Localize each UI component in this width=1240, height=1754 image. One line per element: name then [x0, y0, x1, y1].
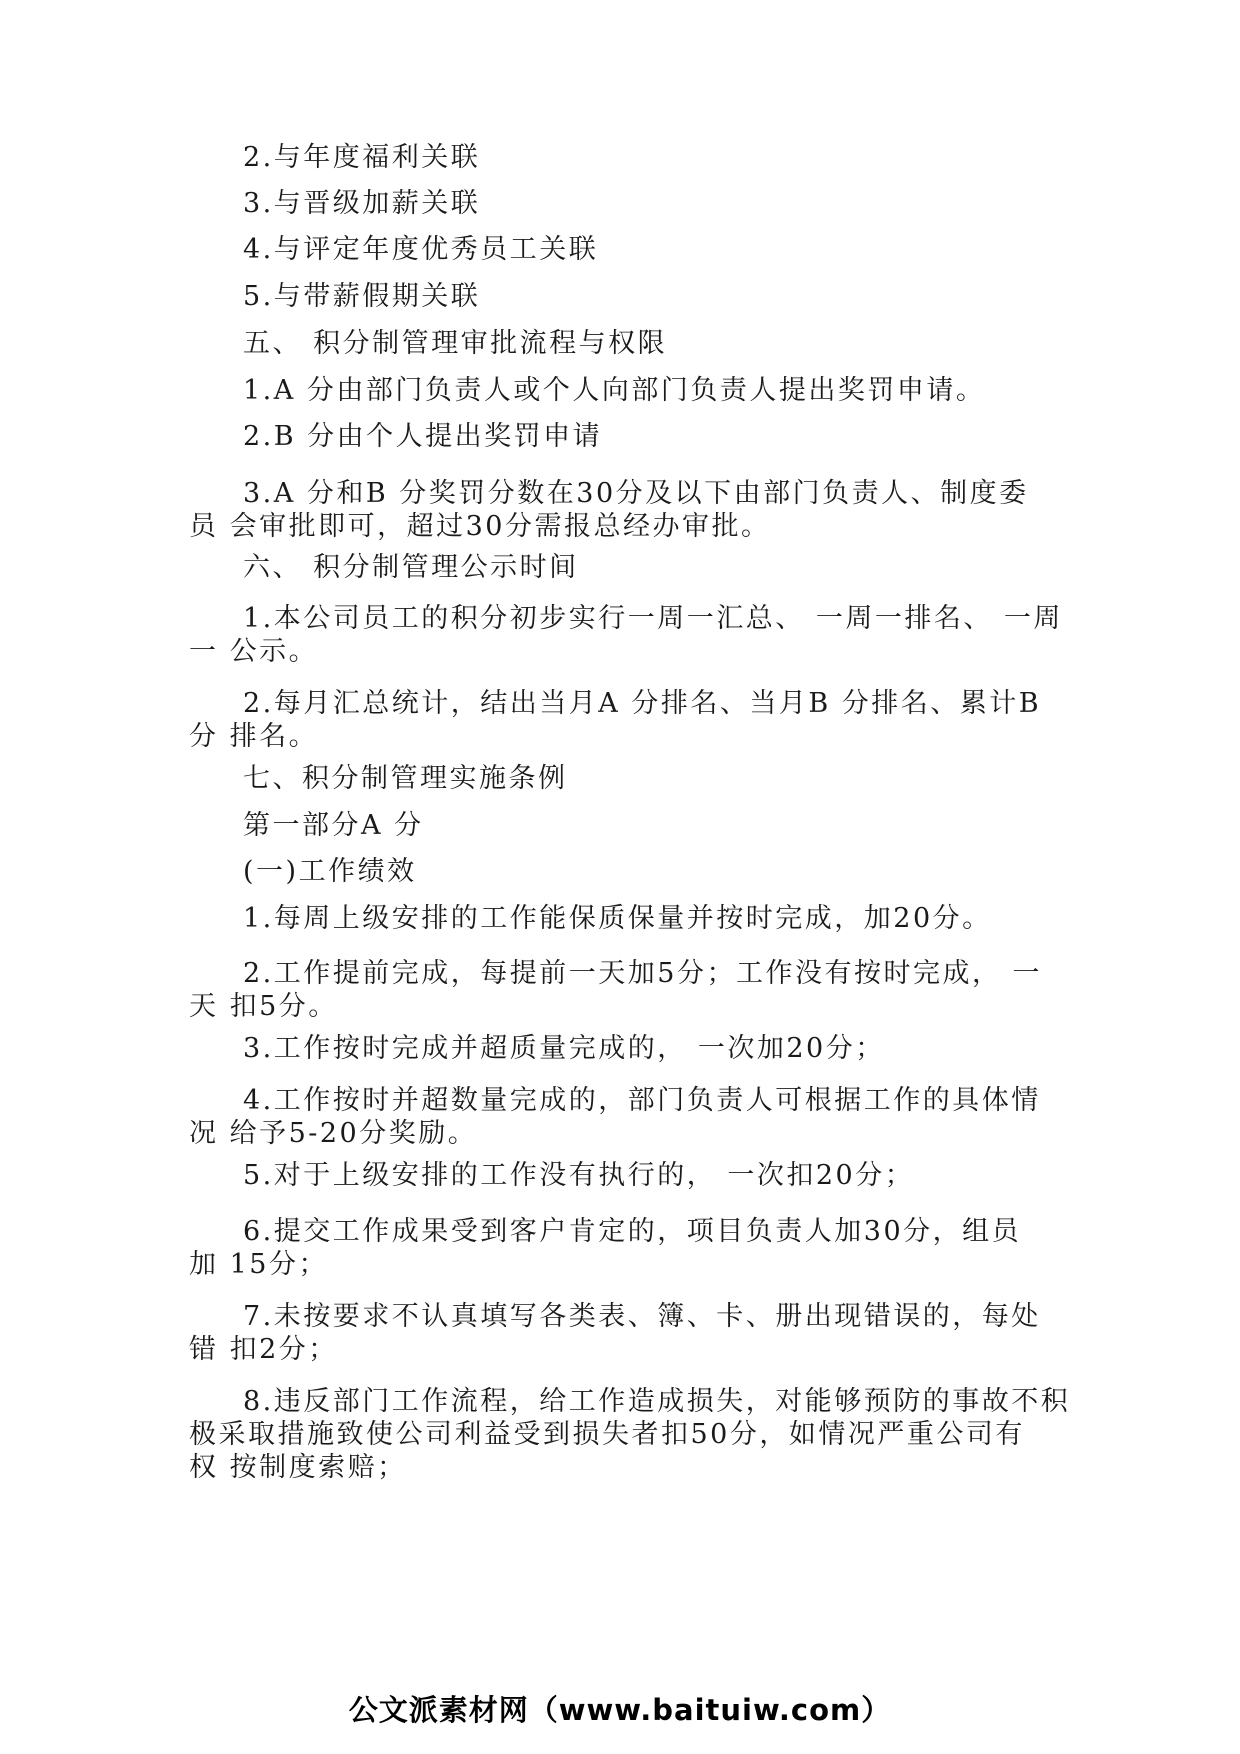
publicity-item-1-cont: 一 公示。: [189, 636, 319, 667]
rule-item-7-cont: 错 扣2分；: [189, 1334, 338, 1365]
rule-item-5: 5.对于上级安排的工作没有执行的， 一次扣20分；: [243, 1160, 915, 1191]
rule-item-3: 3.工作按时完成并超质量完成的， 一次加20分；: [243, 1033, 885, 1064]
rule-item-4: 4.工作按时并超数量完成的，部门负责人可根据工作的具体情: [243, 1085, 1041, 1116]
approval-item-1: 1.A 分由部门负责人或个人向部门负责人提出奖罚申请。: [243, 375, 986, 406]
rule-item-2: 2.工作提前完成，每提前一天加5分；工作没有按时完成， 一: [243, 958, 1043, 989]
rule-item-7: 7.未按要求不认真填写各类表、簿、卡、册出现错误的，每处: [243, 1301, 1041, 1332]
list-item-3: 3.与晋级加薪关联: [243, 188, 481, 219]
rule-item-2-cont: 天 扣5分。: [189, 991, 338, 1022]
rule-item-8: 8.违反部门工作流程，给工作造成损失，对能够预防的事故不积: [243, 1386, 1071, 1417]
list-item-4: 4.与评定年度优秀员工关联: [243, 234, 599, 265]
section-heading-5: 五、 积分制管理审批流程与权限: [243, 328, 668, 359]
approval-item-2: 2.B 分由个人提出奖罚申请: [243, 421, 603, 452]
rule-item-4-cont: 况 给予5-20分奖励。: [189, 1118, 478, 1149]
footer-watermark: 公文派素材网（www.baituiw.com）: [348, 1693, 892, 1727]
rule-item-6-cont: 加 15分；: [189, 1249, 328, 1280]
approval-item-3: 3.A 分和B 分奖罚分数在30分及以下由部门负责人、制度委: [243, 478, 1029, 509]
part-heading-a: 第一部分A 分: [243, 810, 424, 841]
list-item-5: 5.与带薪假期关联: [243, 281, 481, 312]
rule-item-8-cont-2: 权 按制度索赔；: [189, 1452, 407, 1483]
list-item-2: 2.与年度福利关联: [243, 142, 481, 173]
sub-heading-performance: (一)工作绩效: [243, 856, 417, 887]
publicity-item-2: 2.每月汇总统计，结出当月A 分排名、当月B 分排名、累计B: [243, 688, 1042, 719]
publicity-item-2-cont: 分 排名。: [189, 721, 319, 752]
section-heading-6: 六、 积分制管理公示时间: [243, 552, 579, 583]
section-heading-7: 七、积分制管理实施条例: [243, 763, 568, 794]
rule-item-6: 6.提交工作成果受到客户肯定的，项目负责人加30分，组员: [243, 1216, 1022, 1247]
approval-item-3-cont: 员 会审批即可，超过30分需报总经办审批。: [189, 511, 771, 542]
rule-item-8-cont-1: 极采取措施致使公司利益受到损失者扣50分，如情况严重公司有: [189, 1419, 1025, 1450]
publicity-item-1: 1.本公司员工的积分初步实行一周一汇总、 一周一排名、 一周: [243, 603, 1063, 634]
rule-item-1: 1.每周上级安排的工作能保质保量并按时完成，加20分。: [243, 903, 992, 934]
